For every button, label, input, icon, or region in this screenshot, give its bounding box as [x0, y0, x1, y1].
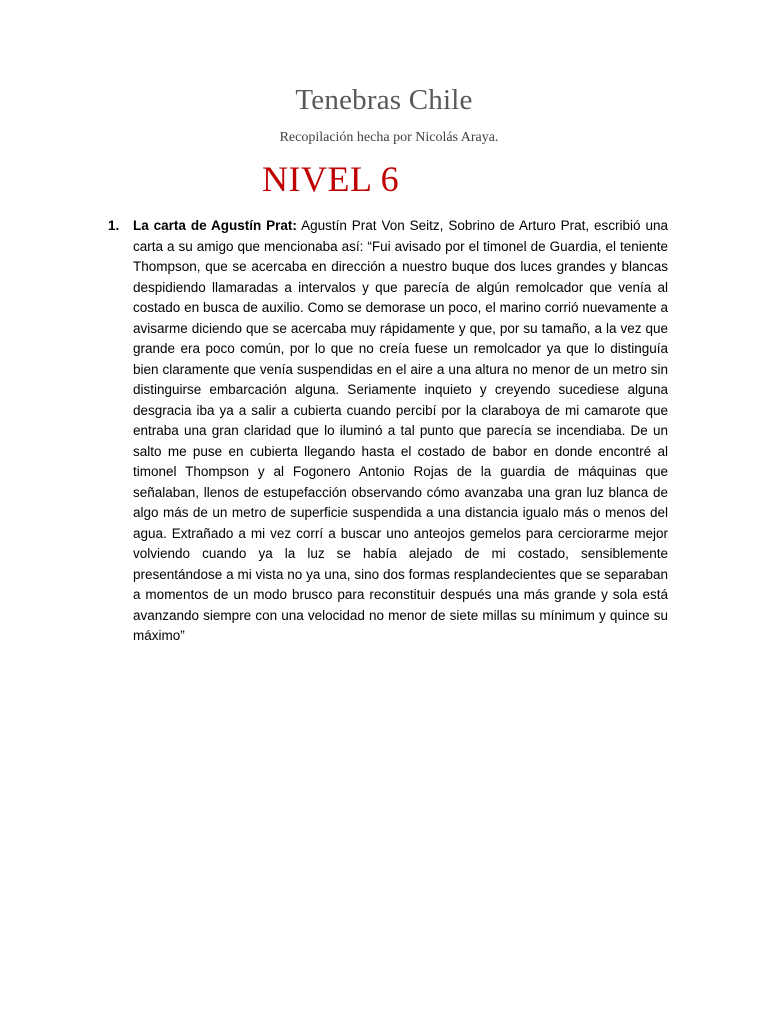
level-heading: NIVEL 6 [262, 159, 400, 199]
list-item-body: Agustín Prat Von Seitz, Sobrino de Arturo Prat, escribió una carta a su amigo que mencionaba así: “Fui avisado por el timonel de Guardia, el teniente Thompson, que se acercaba en dirección a nuestro buque dos luces grandes y blancas despidiendo llamaradas a intervalos y que parecía de algún remolcador que venía al costado en busca de auxilio. Como se demorase un poco, el marino corrió nuevamente a avisarme diciendo que se acercaba muy rápidamente y que, por su tamaño, a la vez que grande era poco común, por lo que no creía fuese un remolcador ya que lo distinguía bien claramente que venía suspendidas en el aire a una altura no menor de un metro sin distinguirse embarcación alguna. Seriamente inquieto y creyendo sucediese alguna desgracia iba ya a salir a cubierta cuando percibí por la claraboya de mi camarote que entraba una gran claridad que lo iluminó a tal punto que parecía se incendiaba. De un salto me puse en cubierta llegando hasta el costado de babor en donde encontré al timonel Thompson y al Fogonero Antonio Rojas de la guardia de máquinas que señalaban, llenos de estupefacción observando cómo avanzaba una gran luz blanca de algo más de un metro de superficie suspendida a una distancia igualo más o menos del agua. Extrañado a mi vez corrí a buscar uno anteojos gemelos para cerciorarme mejor volviendo cuando ya la luz se había alejado de mi costado, sensiblemente presentándose a mi vista no ya una, sino dos formas resplandecientes que se separaban a momentos de un modo brusco para reconstituir después una más grande y sola está avanzando siempre con una velocidad no menor de siete millas su mínimum y quince su máximo” [133, 218, 668, 643]
numbered-list [108, 216, 668, 647]
list-item-number: 1. [108, 218, 120, 233]
document-title: Tenebras Chile [295, 84, 473, 116]
list-item-lead: La carta de Agustín Prat: [133, 218, 297, 233]
document-subtitle: Recopilación hecha por Nicolás Araya. [279, 130, 499, 145]
list-item-text [133, 216, 668, 647]
list-item [108, 216, 668, 647]
